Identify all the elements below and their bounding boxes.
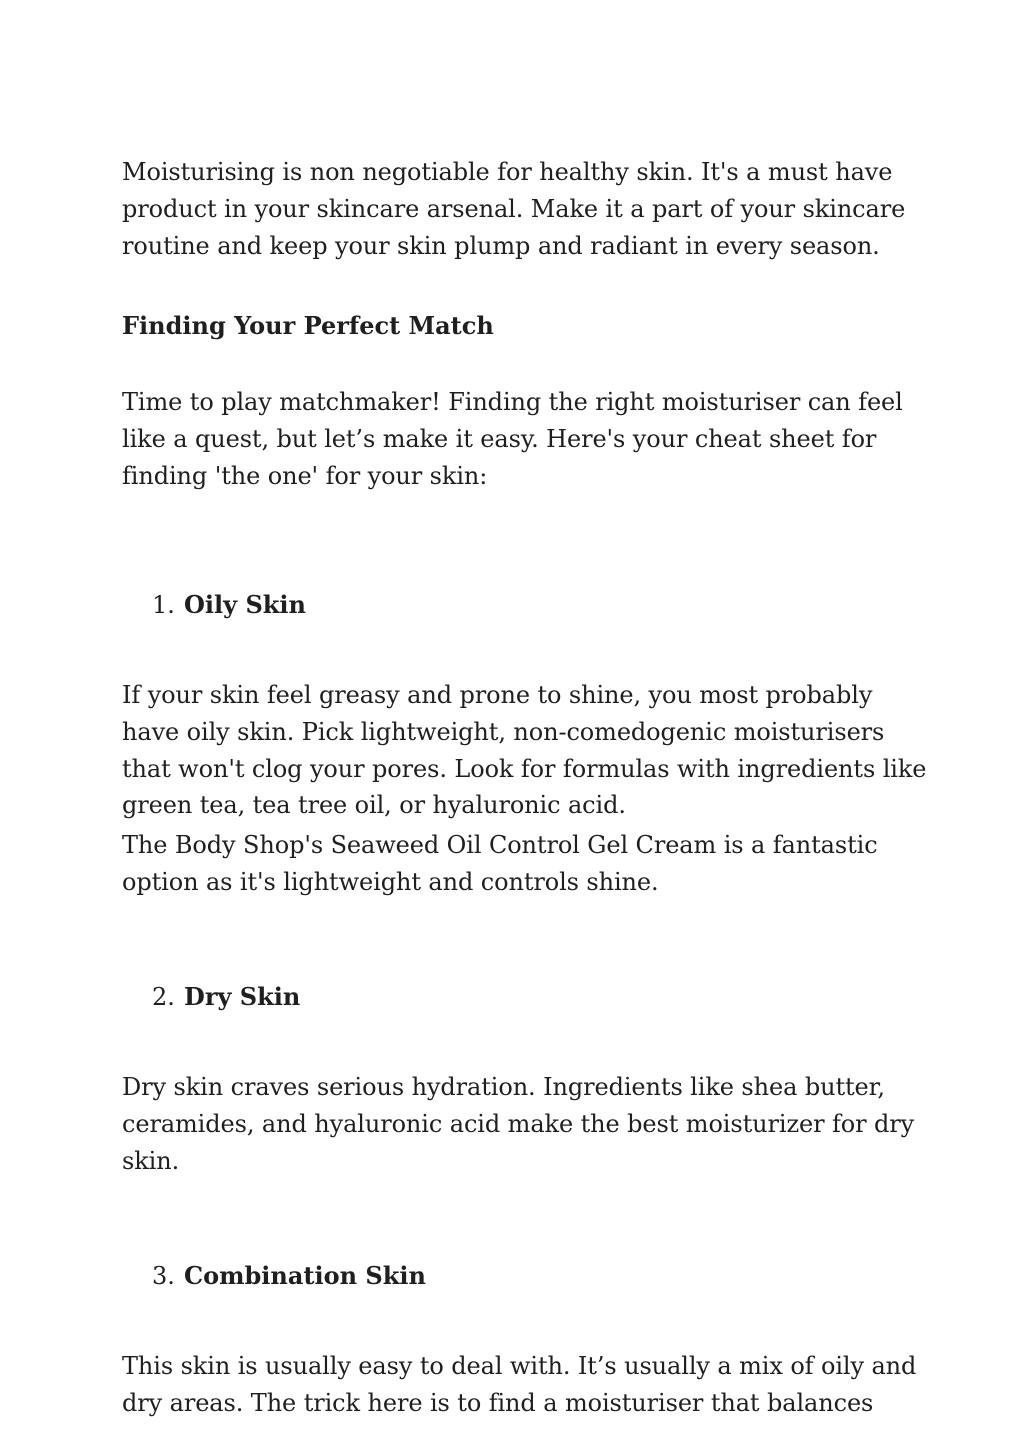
text-line: like a quest, but let’s make it easy. Here's your cheat sheet for <box>122 424 877 453</box>
text-line: The Body Shop's Seaweed Oil Control Gel Cream is a fantastic <box>122 831 878 859</box>
text-line: Time to play matchmaker! Finding the right moisturiser can feel <box>122 388 903 416</box>
text-line: finding 'the one' for your skin: <box>122 461 488 490</box>
list-label: Combination Skin <box>184 1261 426 1290</box>
text-line: that won't clog your pores. Look for formulas with ingredients like <box>122 754 927 783</box>
intro-paragraph <box>122 154 906 264</box>
text-line: ceramides, and hyaluronic acid make the best moisturizer for dry <box>122 1109 915 1138</box>
section-heading: Finding Your Perfect Match <box>122 311 494 340</box>
text-line: skin. <box>122 1146 180 1175</box>
text-line: have oily skin. Pick lightweight, non-comedogenic moisturisers <box>122 717 885 746</box>
text-line: Moisturising is non negotiable for healthy skin. It's a must have <box>122 158 893 186</box>
list-number: 2. <box>152 983 175 1011</box>
list-number: 1. <box>152 591 175 619</box>
text-line: Dry skin craves serious hydration. Ingredients like shea butter, <box>122 1073 885 1101</box>
list-item-oily-skin <box>152 587 306 623</box>
combination-skin-paragraph <box>122 1348 917 1422</box>
dry-skin-paragraph <box>122 1069 915 1179</box>
text-line: green tea, tea tree oil, or hyaluronic acid. <box>122 791 626 820</box>
list-item-dry-skin <box>152 979 300 1015</box>
matchmaker-paragraph <box>122 384 902 494</box>
text-line: routine and keep your skin plump and radiant in every season. <box>122 231 880 260</box>
oily-skin-recommendation <box>122 827 902 901</box>
text-line: option as it's lightweight and controls shine. <box>122 867 659 896</box>
text-line: dry areas. The trick here is to find a moisturiser that balances <box>122 1388 874 1417</box>
text-line: If your skin feel greasy and prone to shine, you most probably <box>122 681 873 709</box>
text-line: This skin is usually easy to deal with. It’s usually a mix of oily and <box>122 1352 917 1380</box>
list-item-combination-skin <box>152 1258 426 1294</box>
list-label: Dry Skin <box>184 982 301 1011</box>
list-number: 3. <box>152 1262 175 1290</box>
list-label: Oily Skin <box>184 590 306 619</box>
text-line: product in your skincare arsenal. Make it a part of your skincare <box>122 194 906 223</box>
oily-skin-paragraph <box>122 677 927 824</box>
